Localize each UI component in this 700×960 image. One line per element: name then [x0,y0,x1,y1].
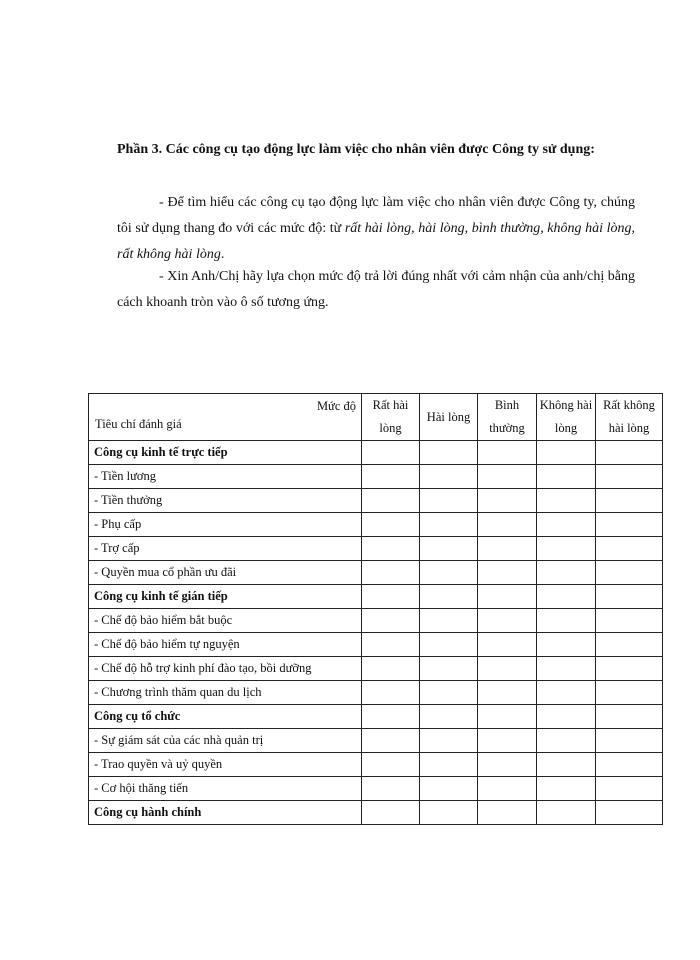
table-row [89,633,663,657]
rating-cell[interactable] [362,537,420,561]
rating-cell[interactable] [362,729,420,753]
rating-cell[interactable] [537,681,596,705]
table-row [89,561,663,585]
corner-header-cell [89,394,362,441]
criterion-label: - Tiền lương [89,465,362,489]
rating-scale-text: rất hài lòng, hài lòng, bình thường, không hài lòng, rất không hài lòng [117,221,635,262]
criterion-label: - Trợ cấp [89,537,362,561]
criterion-label: - Tiền thưởng [89,489,362,513]
rating-cell[interactable] [537,777,596,801]
rating-cell[interactable] [596,489,663,513]
rating-cell[interactable] [362,657,420,681]
rating-cell[interactable] [478,777,537,801]
rating-cell[interactable] [596,633,663,657]
table-group-row [89,441,663,465]
rating-cell[interactable] [478,753,537,777]
criterion-label: - Trao quyền và uỷ quyền [89,753,362,777]
rating-cell[interactable] [537,537,596,561]
criterion-label: Công cụ kinh tế trực tiếp [89,441,362,465]
rating-cell[interactable] [420,681,478,705]
rating-cell[interactable] [537,465,596,489]
rating-cell[interactable] [362,633,420,657]
criterion-label: Công cụ kinh tế gián tiếp [89,585,362,609]
rating-cell[interactable] [537,513,596,537]
criterion-label: - Chế độ bảo hiểm tự nguyện [89,633,362,657]
rating-cell[interactable] [362,801,420,825]
rating-cell[interactable] [478,705,537,729]
column-header-neutral: Bình thường [478,394,537,441]
rating-cell[interactable] [478,465,537,489]
rating-cell[interactable] [478,537,537,561]
rating-cell[interactable] [596,441,663,465]
rating-cell[interactable] [362,753,420,777]
instruction-paragraph-2: - Xin Anh/Chị hãy lựa chọn mức độ trả lời đúng nhất với cảm nhận của anh/chị bằng cách khoanh tròn vào ô số tương ứng. [117,269,635,310]
criteria-label: Tiêu chí đánh giá [95,417,182,431]
rating-cell[interactable] [478,801,537,825]
rating-cell[interactable] [478,609,537,633]
table-row [89,537,663,561]
criterion-label: - Cơ hội thăng tiến [89,777,362,801]
rating-cell[interactable] [537,489,596,513]
table-row [89,729,663,753]
table-row [89,465,663,489]
rating-cell[interactable] [537,633,596,657]
rating-cell[interactable] [478,633,537,657]
survey-table-body [89,394,663,825]
rating-cell[interactable] [596,729,663,753]
table-row [89,777,663,801]
rating-cell[interactable] [420,537,478,561]
rating-cell[interactable] [478,729,537,753]
rating-cell[interactable] [537,441,596,465]
rating-cell[interactable] [420,561,478,585]
rating-cell[interactable] [478,513,537,537]
rating-cell[interactable] [537,753,596,777]
rating-cell[interactable] [537,705,596,729]
rating-cell[interactable] [362,441,420,465]
rating-cell[interactable] [596,681,663,705]
rating-cell[interactable] [362,513,420,537]
table-group-row [89,801,663,825]
rating-cell[interactable] [420,585,478,609]
rating-cell[interactable] [596,465,663,489]
rating-cell[interactable] [537,561,596,585]
rating-cell[interactable] [596,657,663,681]
rating-cell[interactable] [478,489,537,513]
rating-cell[interactable] [420,633,478,657]
column-header-satisfied: Hài lòng [420,394,478,441]
table-row [89,609,663,633]
criterion-label: - Chế độ bảo hiểm bắt buộc [89,609,362,633]
rating-cell[interactable] [596,513,663,537]
rating-cell[interactable] [596,585,663,609]
level-label: Mức độ [316,399,356,413]
instruction-paragraph-1 [117,190,635,268]
rating-cell[interactable] [478,681,537,705]
rating-cell[interactable] [420,657,478,681]
rating-cell[interactable] [537,801,596,825]
rating-cell[interactable] [537,609,596,633]
rating-cell[interactable] [362,609,420,633]
criterion-label: - Sự giám sát của các nhà quản trị [89,729,362,753]
rating-cell[interactable] [596,753,663,777]
table-group-row [89,705,663,729]
section-heading: Phần 3. Các công cụ tạo động lực làm việc cho nhân viên được Công ty sử dụng: [117,142,595,157]
table-row [89,681,663,705]
table-header-row [89,394,663,441]
rating-cell[interactable] [420,513,478,537]
rating-cell[interactable] [420,441,478,465]
table-row [89,753,663,777]
rating-cell[interactable] [420,801,478,825]
rating-cell[interactable] [596,801,663,825]
rating-cell[interactable] [420,705,478,729]
rating-cell[interactable] [362,465,420,489]
rating-cell[interactable] [362,777,420,801]
table-group-row [89,585,663,609]
instruction-1-end: . [220,247,225,262]
rating-cell[interactable] [596,537,663,561]
rating-cell[interactable] [420,489,478,513]
instruction-1-lead: - Để tìm hiểu các công cụ tạo động lực làm việc cho nhân viên được Công ty, chúng tôi sử dụng thang đo với các mức độ: từ [117,195,635,236]
rating-cell[interactable] [596,609,663,633]
rating-cell[interactable] [596,561,663,585]
column-header-dissatisfied: Không hài lòng [537,394,596,441]
rating-cell[interactable] [362,561,420,585]
rating-cell[interactable] [596,705,663,729]
rating-cell[interactable] [362,705,420,729]
rating-cell[interactable] [420,777,478,801]
table-row [89,657,663,681]
rating-cell[interactable] [362,681,420,705]
survey-table [88,393,663,825]
criterion-label: - Chương trình thăm quan du lịch [89,681,362,705]
rating-cell[interactable] [420,753,478,777]
rating-cell[interactable] [537,585,596,609]
criterion-label: Công cụ tổ chức [89,705,362,729]
rating-cell[interactable] [362,489,420,513]
rating-cell[interactable] [478,657,537,681]
rating-cell[interactable] [596,777,663,801]
criterion-label: Công cụ hành chính [89,801,362,825]
table-row [89,513,663,537]
rating-cell[interactable] [537,729,596,753]
column-header-very-satisfied: Rất hài lòng [362,394,420,441]
criterion-label: - Chế độ hỗ trợ kinh phí đào tạo, bồi dưỡng [89,657,362,681]
column-header-very-dissatisfied: Rất không hài lòng [596,394,663,441]
rating-cell[interactable] [537,657,596,681]
rating-cell[interactable] [420,609,478,633]
rating-cell[interactable] [420,729,478,753]
rating-cell[interactable] [478,561,537,585]
criterion-label: - Phụ cấp [89,513,362,537]
criterion-label: - Quyền mua cổ phần ưu đãi [89,561,362,585]
rating-cell[interactable] [420,465,478,489]
rating-cell[interactable] [478,441,537,465]
rating-cell[interactable] [362,585,420,609]
table-row [89,489,663,513]
rating-cell[interactable] [478,585,537,609]
